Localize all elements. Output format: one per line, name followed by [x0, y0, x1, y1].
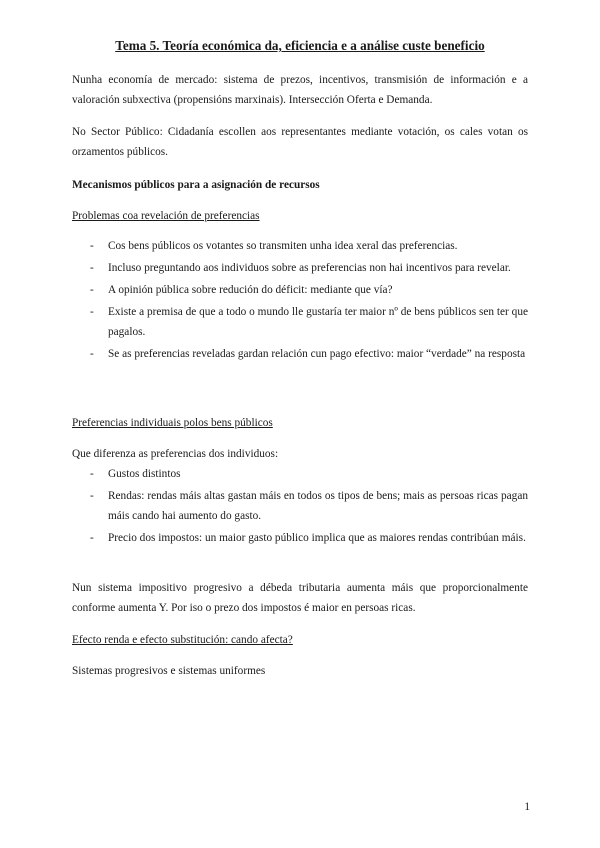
list-marker: -: [90, 262, 94, 274]
paragraph-market-economy: Nunha economía de mercado: sistema de prezos, incentivos, transmisión de información e a valoración subxectiva (propensións marxinais). Intersección Oferta e Demanda.: [72, 74, 528, 106]
list-item: - Se as preferencias reveladas gardan relación cun pago efectivo: maior “verdade” na resposta: [72, 344, 528, 364]
list-item: - Incluso preguntando aos individuos sobre as preferencias non hai incentivos para revelar.: [72, 258, 528, 278]
paragraph-progressive-tax: Nun sistema impositivo progresivo a débeda tributaria aumenta máis que proporcionalmente conforme aumenta Y. Por iso o prezo dos impostos é maior en persoas ricas.: [72, 582, 528, 614]
list-marker: -: [90, 284, 94, 296]
subsection-title-income-substitution: Efecto renda e efecto substitución: cando afecta?: [72, 634, 293, 646]
list-marker: -: [90, 468, 94, 480]
preference-revelation-list: [72, 236, 528, 366]
page-number: 1: [524, 801, 530, 813]
section-heading: Mecanismos públicos para a asignación de recursos: [72, 179, 320, 191]
income-substitution-text: Sistemas progresivos e sistemas uniformes: [72, 665, 266, 677]
document-title: Tema 5. Teoría económica da, eficiencia e a análise custe beneficio: [115, 38, 485, 53]
paragraph-public-sector: No Sector Público: Cidadanía escollen aos representantes mediante votación, os cales votan os orzamentos públicos.: [72, 126, 528, 158]
list-item: - A opinión pública sobre redución do déficit: mediante que vía?: [72, 280, 528, 300]
subsection-title-preference-revelation: Problemas coa revelación de preferencias: [72, 210, 260, 222]
individual-preferences-list: [72, 464, 528, 550]
list-item: - Rendas: rendas máis altas gastan máis en todos os tipos de bens; mais as persoas ricas pagan máis cando hai aumento do gasto.: [72, 486, 528, 526]
list-marker: -: [90, 532, 94, 544]
subsection-title-individual-preferences: Preferencias individuais polos bens públicos: [72, 417, 273, 429]
list-item: - Gustos distintos: [72, 464, 528, 484]
list-marker: -: [90, 306, 94, 318]
individual-preferences-intro: Que diferenza as preferencias dos individuos:: [72, 448, 279, 460]
list-item: - Precio dos impostos: un maior gasto público implica que as maiores rendas contribúan máis.: [72, 528, 528, 548]
list-marker: -: [90, 240, 94, 252]
list-item: - Existe a premisa de que a todo o mundo lle gustaría ter maior nº de bens públicos sen ter que pagalos.: [72, 302, 528, 342]
list-marker: -: [90, 348, 94, 360]
list-item: - Cos bens públicos os votantes so transmiten unha idea xeral das preferencias.: [72, 236, 528, 256]
list-marker: -: [90, 490, 94, 502]
